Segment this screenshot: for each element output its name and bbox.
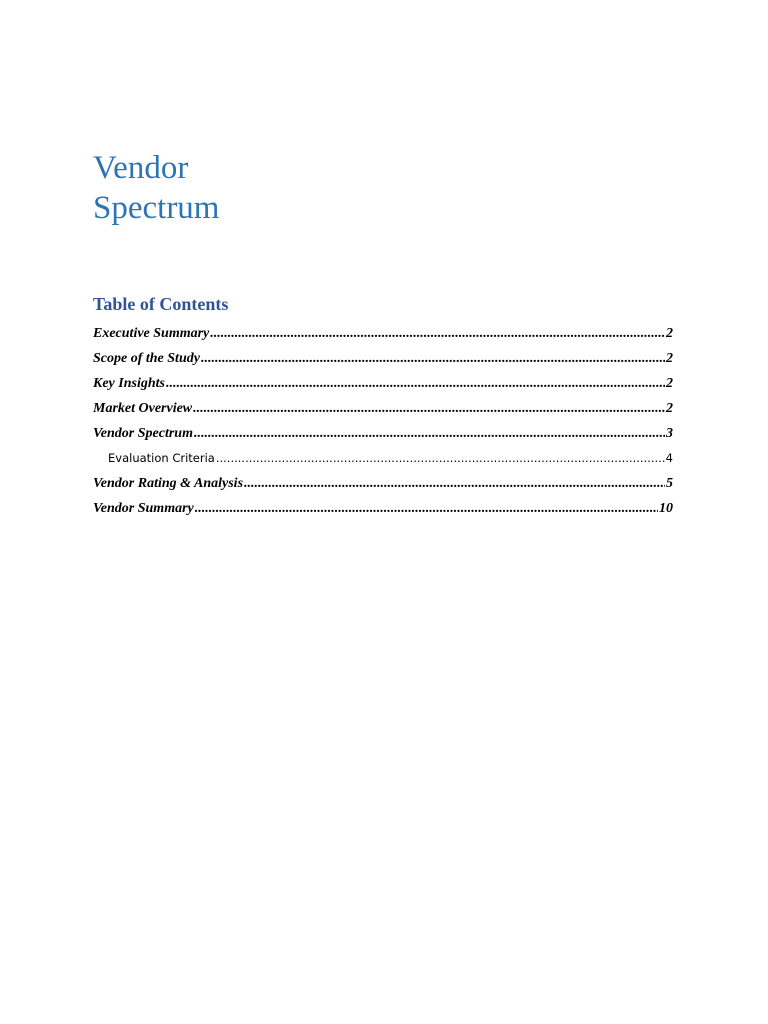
toc-dot-leader: [193, 396, 665, 421]
toc-entry-label: Scope of the Study: [93, 351, 200, 366]
toc-entry-executive-summary[interactable]: [93, 321, 673, 346]
toc-dot-leader: [210, 321, 665, 346]
table-of-contents: [93, 321, 673, 521]
document-title-line-2: Spectrum: [93, 190, 220, 226]
toc-dot-leader: [166, 371, 665, 396]
toc-heading: Table of Contents: [93, 294, 229, 314]
toc-dot-leader: [216, 446, 665, 471]
toc-page-number: 10: [659, 501, 673, 516]
toc-entry-label: Executive Summary: [93, 326, 210, 341]
toc-dot-leader: [194, 421, 665, 446]
toc-entry-scope-of-the-study[interactable]: [93, 346, 673, 371]
toc-page-number: 2: [666, 376, 673, 391]
toc-page-number: 3: [666, 426, 673, 441]
toc-entry-market-overview[interactable]: [93, 396, 673, 421]
toc-entry-label: Key Insights: [93, 376, 165, 391]
toc-entry-label: Vendor Rating & Analysis: [93, 476, 244, 491]
toc-entry-label: Vendor Summary: [93, 501, 194, 516]
toc-entry-vendor-rating-analysis[interactable]: [93, 471, 673, 496]
toc-entry-vendor-spectrum[interactable]: [93, 421, 673, 446]
toc-page-number: 2: [666, 401, 673, 416]
toc-dot-leader: [244, 471, 665, 496]
toc-dot-leader: [201, 346, 665, 371]
toc-dot-leader: [195, 496, 658, 521]
toc-page-number: 4: [665, 451, 673, 465]
toc-entry-vendor-summary[interactable]: [93, 496, 673, 521]
document-title: [93, 148, 219, 228]
toc-page-number: 2: [666, 351, 673, 366]
toc-entry-label: Vendor Spectrum: [93, 426, 193, 441]
toc-entry-label: Evaluation Criteria: [108, 451, 215, 465]
toc-page-number: 5: [666, 476, 673, 491]
toc-entry-label: Market Overview: [93, 401, 193, 416]
toc-entry-evaluation-criteria[interactable]: [93, 446, 673, 471]
document-title-line-1: Vendor: [93, 150, 189, 186]
toc-entry-key-insights[interactable]: [93, 371, 673, 396]
toc-page-number: 2: [666, 326, 673, 341]
